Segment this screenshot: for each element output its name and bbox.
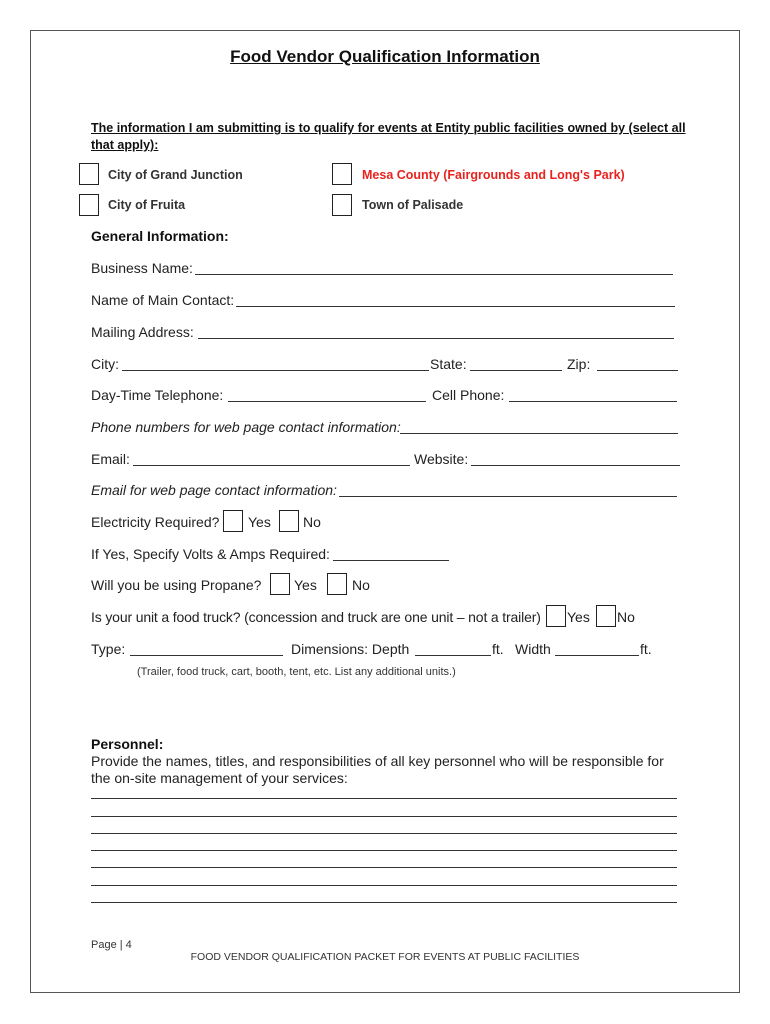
label-email: Email: [91,451,130,467]
width-field[interactable] [555,655,639,656]
checkbox-palisade[interactable] [332,194,352,216]
label-mailing-address: Mailing Address: [91,324,194,340]
state-field[interactable] [470,370,562,371]
type-note: (Trailer, food truck, cart, booth, tent, etc. List any additional units.) [137,666,456,678]
checkbox-food-truck-yes[interactable] [546,605,566,627]
label-propane: Will you be using Propane? [91,577,262,593]
label-electricity-no: No [303,514,321,530]
label-food-truck-no: No [617,609,635,625]
zip-field[interactable] [597,370,678,371]
checkbox-grand-junction[interactable] [79,163,99,185]
personnel-line[interactable] [91,850,677,851]
cell-phone-field[interactable] [509,401,677,402]
mailing-address-field[interactable] [198,338,674,339]
depth-field[interactable] [415,655,491,656]
form-title: Food Vendor Qualification Information [230,47,540,66]
label-business-name: Business Name: [91,260,193,276]
label-main-contact: Name of Main Contact: [91,292,235,308]
label-type: Type: [91,641,126,657]
label-electricity: Electricity Required? [91,514,220,530]
website-field[interactable] [471,465,680,466]
personnel-heading: Personnel: [91,736,164,752]
type-field[interactable] [130,655,283,656]
email-field[interactable] [133,465,410,466]
volts-amps-field[interactable] [333,560,449,561]
personnel-description: Provide the names, titles, and responsibilities of all key personnel who will be responsible for the on-site management of your services: [91,753,664,786]
label-website: Website: [414,451,469,467]
label-zip: Zip: [567,356,591,372]
label-city: City: [91,356,119,372]
checkbox-propane-no[interactable] [327,573,347,595]
label-grand-junction: City of Grand Junction [108,168,243,182]
general-info-heading: General Information: [91,228,229,244]
label-fruita: City of Fruita [108,198,186,212]
label-depth-ft: ft. [492,641,504,657]
checkbox-electricity-no[interactable] [279,510,299,532]
label-palisade: Town of Palisade [362,198,464,212]
web-phone-field[interactable] [400,433,678,434]
label-web-email: Email for web page contact information: [91,482,337,498]
label-electricity-yes: Yes [248,514,271,530]
label-width: Width [515,641,551,657]
checkbox-electricity-yes[interactable] [223,510,243,532]
page-number: Page | 4 [91,939,132,951]
label-width-ft: ft. [640,641,652,657]
intro-instructions: The information I am submitting is to qualify for events at Entity public facilities owned by (select all that apply): [91,121,686,152]
label-food-truck-yes: Yes [567,609,590,625]
personnel-line[interactable] [91,867,677,868]
label-state: State: [430,356,467,372]
checkbox-propane-yes[interactable] [270,573,290,595]
business-name-field[interactable] [195,274,673,275]
personnel-line[interactable] [91,885,677,886]
web-email-field[interactable] [339,496,677,497]
label-propane-no: No [352,577,370,593]
label-daytime-phone: Day-Time Telephone: [91,387,224,403]
label-volts-amps: If Yes, Specify Volts & Amps Required: [91,546,330,562]
main-contact-field[interactable] [236,306,675,307]
checkbox-fruita[interactable] [79,194,99,216]
label-web-phone: Phone numbers for web page contact information: [91,419,401,435]
personnel-line[interactable] [91,798,677,799]
label-propane-yes: Yes [294,577,317,593]
label-cell-phone: Cell Phone: [432,387,505,403]
city-field[interactable] [122,370,429,371]
checkbox-mesa-county[interactable] [332,163,352,185]
label-mesa-county: Mesa County (Fairgrounds and Long's Park) [362,168,625,182]
checkbox-food-truck-no[interactable] [596,605,616,627]
personnel-line[interactable] [91,816,677,817]
daytime-phone-field[interactable] [228,401,426,402]
personnel-line[interactable] [91,833,677,834]
label-food-truck: Is your unit a food truck? (concession and truck are one unit – not a trailer) [91,609,541,625]
personnel-line[interactable] [91,902,677,903]
label-dimensions-depth: Dimensions: Depth [291,641,410,657]
footer-packet-title: FOOD VENDOR QUALIFICATION PACKET FOR EVENTS AT PUBLIC FACILITIES [190,951,580,963]
